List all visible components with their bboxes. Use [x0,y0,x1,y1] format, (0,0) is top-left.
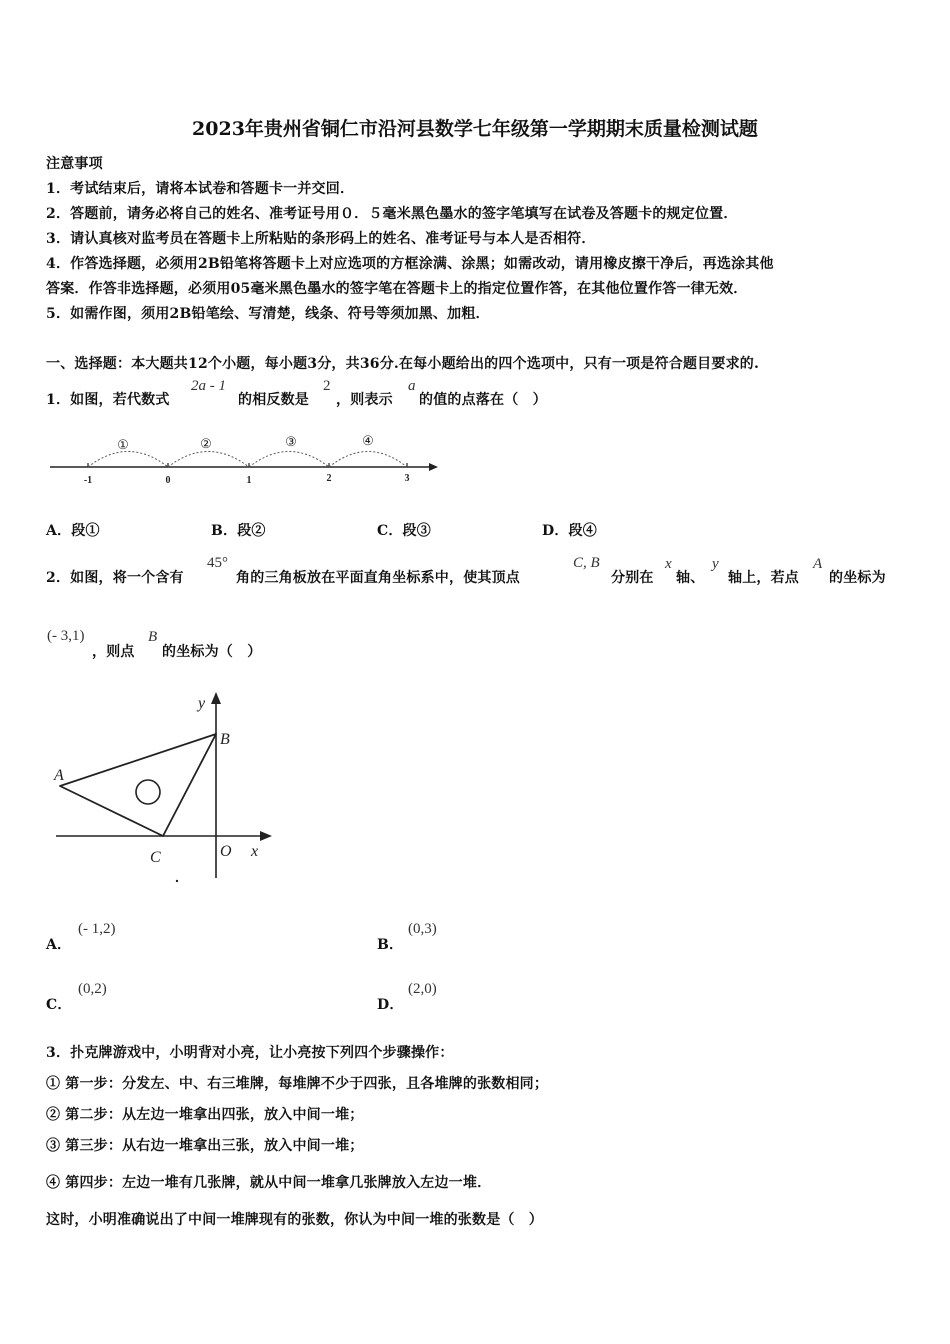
tick-label: 0 [165,475,171,486]
q1-variable: a [408,378,416,394]
q2-text: 2．如图，将一个含有 [46,570,184,586]
segment-arc-4 [329,452,407,468]
notice-item: 答案．作答非选择题，必须用05毫米黑色墨水的签字笔在答题卡上的指定位置作答，在其他位置作答一律无效． [46,281,748,297]
page-title: 2023年贵州省铜仁市沿河县数学七年级第一学期期末质量检测试题 [192,118,758,140]
q2-text: 轴、 [676,570,705,586]
y-axis-label: y [198,695,206,712]
notice-heading: 注意事项 [46,156,103,172]
tick-label: 3 [404,473,410,484]
q1-option-b: B．段② [211,523,266,539]
dot [176,880,178,882]
notice-item: 4．作答选择题，必须用2B铅笔将答题卡上对应选项的方框涂满、涂黑；如需改动，请用橡皮擦干净后，再选涂其他 [46,256,774,272]
q2-option-b-label: B． [377,937,404,953]
coordinate-figure [40,688,280,888]
q3-line: 3．扑克牌游戏中，小明背对小亮，让小亮按下列四个步骤操作： [46,1045,454,1061]
q2-b-var: B [148,629,158,645]
notice-item: 5．如需作图，须用2B铅笔绘、写清楚，线条、符号等须加黑、加粗． [46,306,490,322]
q2-points: C, B [573,555,600,571]
q2-text: ，则点 [92,644,135,660]
segment-label-2: ② [200,436,212,451]
q2-text: 的坐标为 [829,570,886,586]
number-line-arrow [429,463,438,471]
q2-option-b-value: (0,3) [408,921,437,937]
tick-label: -1 [83,475,93,486]
q1-value: 2 [323,378,331,394]
q1-text: 的相反数是 [238,392,309,408]
segment-label-1: ① [117,437,129,452]
origin-label: O [220,843,232,860]
q2-option-d-value: (2,0) [408,981,437,997]
number-line-figure [46,428,446,490]
q3-line: ③ 第三步：从右边一堆拿出三张，放入中间一堆； [46,1138,364,1154]
q2-option-a-value: (- 1,2) [78,921,116,937]
q1-option-d: D．段④ [542,523,597,539]
q2-option-c-label: C． [46,997,72,1013]
q2-text: 分别在 [611,570,654,586]
segment-label-3: ③ [285,434,297,449]
tick-label: 2 [326,473,332,484]
point-b-label: B [220,731,230,748]
q2-a-var: A [813,556,823,572]
q1-option-a: A．段① [46,523,100,539]
segment-arc-1 [88,452,168,468]
q1-text: 的值的点落在（ ） [419,392,547,408]
segment-arc-2 [168,452,249,468]
q1-text: 1．如图，若代数式 [46,392,170,408]
q1-text: ，则表示 [336,392,393,408]
q2-text: 角的三角板放在平面直角坐标系中，使其顶点 [236,570,520,586]
x-axis-arrow [260,831,272,841]
q2-text: 轴上，若点 [728,570,799,586]
q2-angle: 45° [207,555,228,571]
notice-item: 3．请认真核对监考员在答题卡上所粘贴的条形码上的姓名、准考证号与本人是否相符． [46,231,596,247]
q1-expression: 2a - 1 [191,378,226,394]
q3-line: ① 第一步：分发左、中、右三堆牌，每堆牌不少于四张，且各堆牌的张数相同； [46,1076,549,1092]
q3-line: ② 第二步：从左边一堆拿出四张，放入中间一堆； [46,1107,364,1123]
notice-item: 2．答题前，请务必将自己的姓名、准考证号用０．５毫米黑色墨水的签字笔填写在试卷及答题卡的规定位置． [46,206,738,222]
notice-item: 1．考试结束后，请将本试卷和答题卡一并交回． [46,181,355,197]
q3-line: ④ 第四步：左边一堆有几张牌，就从中间一堆拿几张牌放入左边一堆． [46,1175,492,1191]
triangle-hole [136,780,160,804]
q2-option-d-label: D． [377,997,404,1013]
q2-option-a-label: A． [46,937,72,953]
section-heading: 一、选择题：本大题共12个小题，每小题3分，共36分.在每小题给出的四个选项中，只有一项是符合题目要求的. [46,356,760,372]
point-a-label: A [54,767,64,784]
segment-label-4: ④ [362,433,374,448]
q2-option-c-value: (0,2) [78,981,107,997]
segment-arc-3 [249,452,329,468]
y-axis-arrow [211,692,221,704]
q3-line: 这时，小明准确说出了中间一堆牌现有的张数，你认为中间一堆的张数是（ ） [46,1212,543,1228]
q1-option-c: C．段③ [377,523,431,539]
q2-x-var: x [665,556,672,572]
q2-y-var: y [712,556,719,572]
q2-coordinate-a: (- 3,1) [47,628,85,644]
point-c-label: C [150,849,161,866]
x-axis-label: x [251,843,259,860]
tick-label: 1 [246,475,252,486]
q2-text: 的坐标为（ ） [162,644,262,660]
